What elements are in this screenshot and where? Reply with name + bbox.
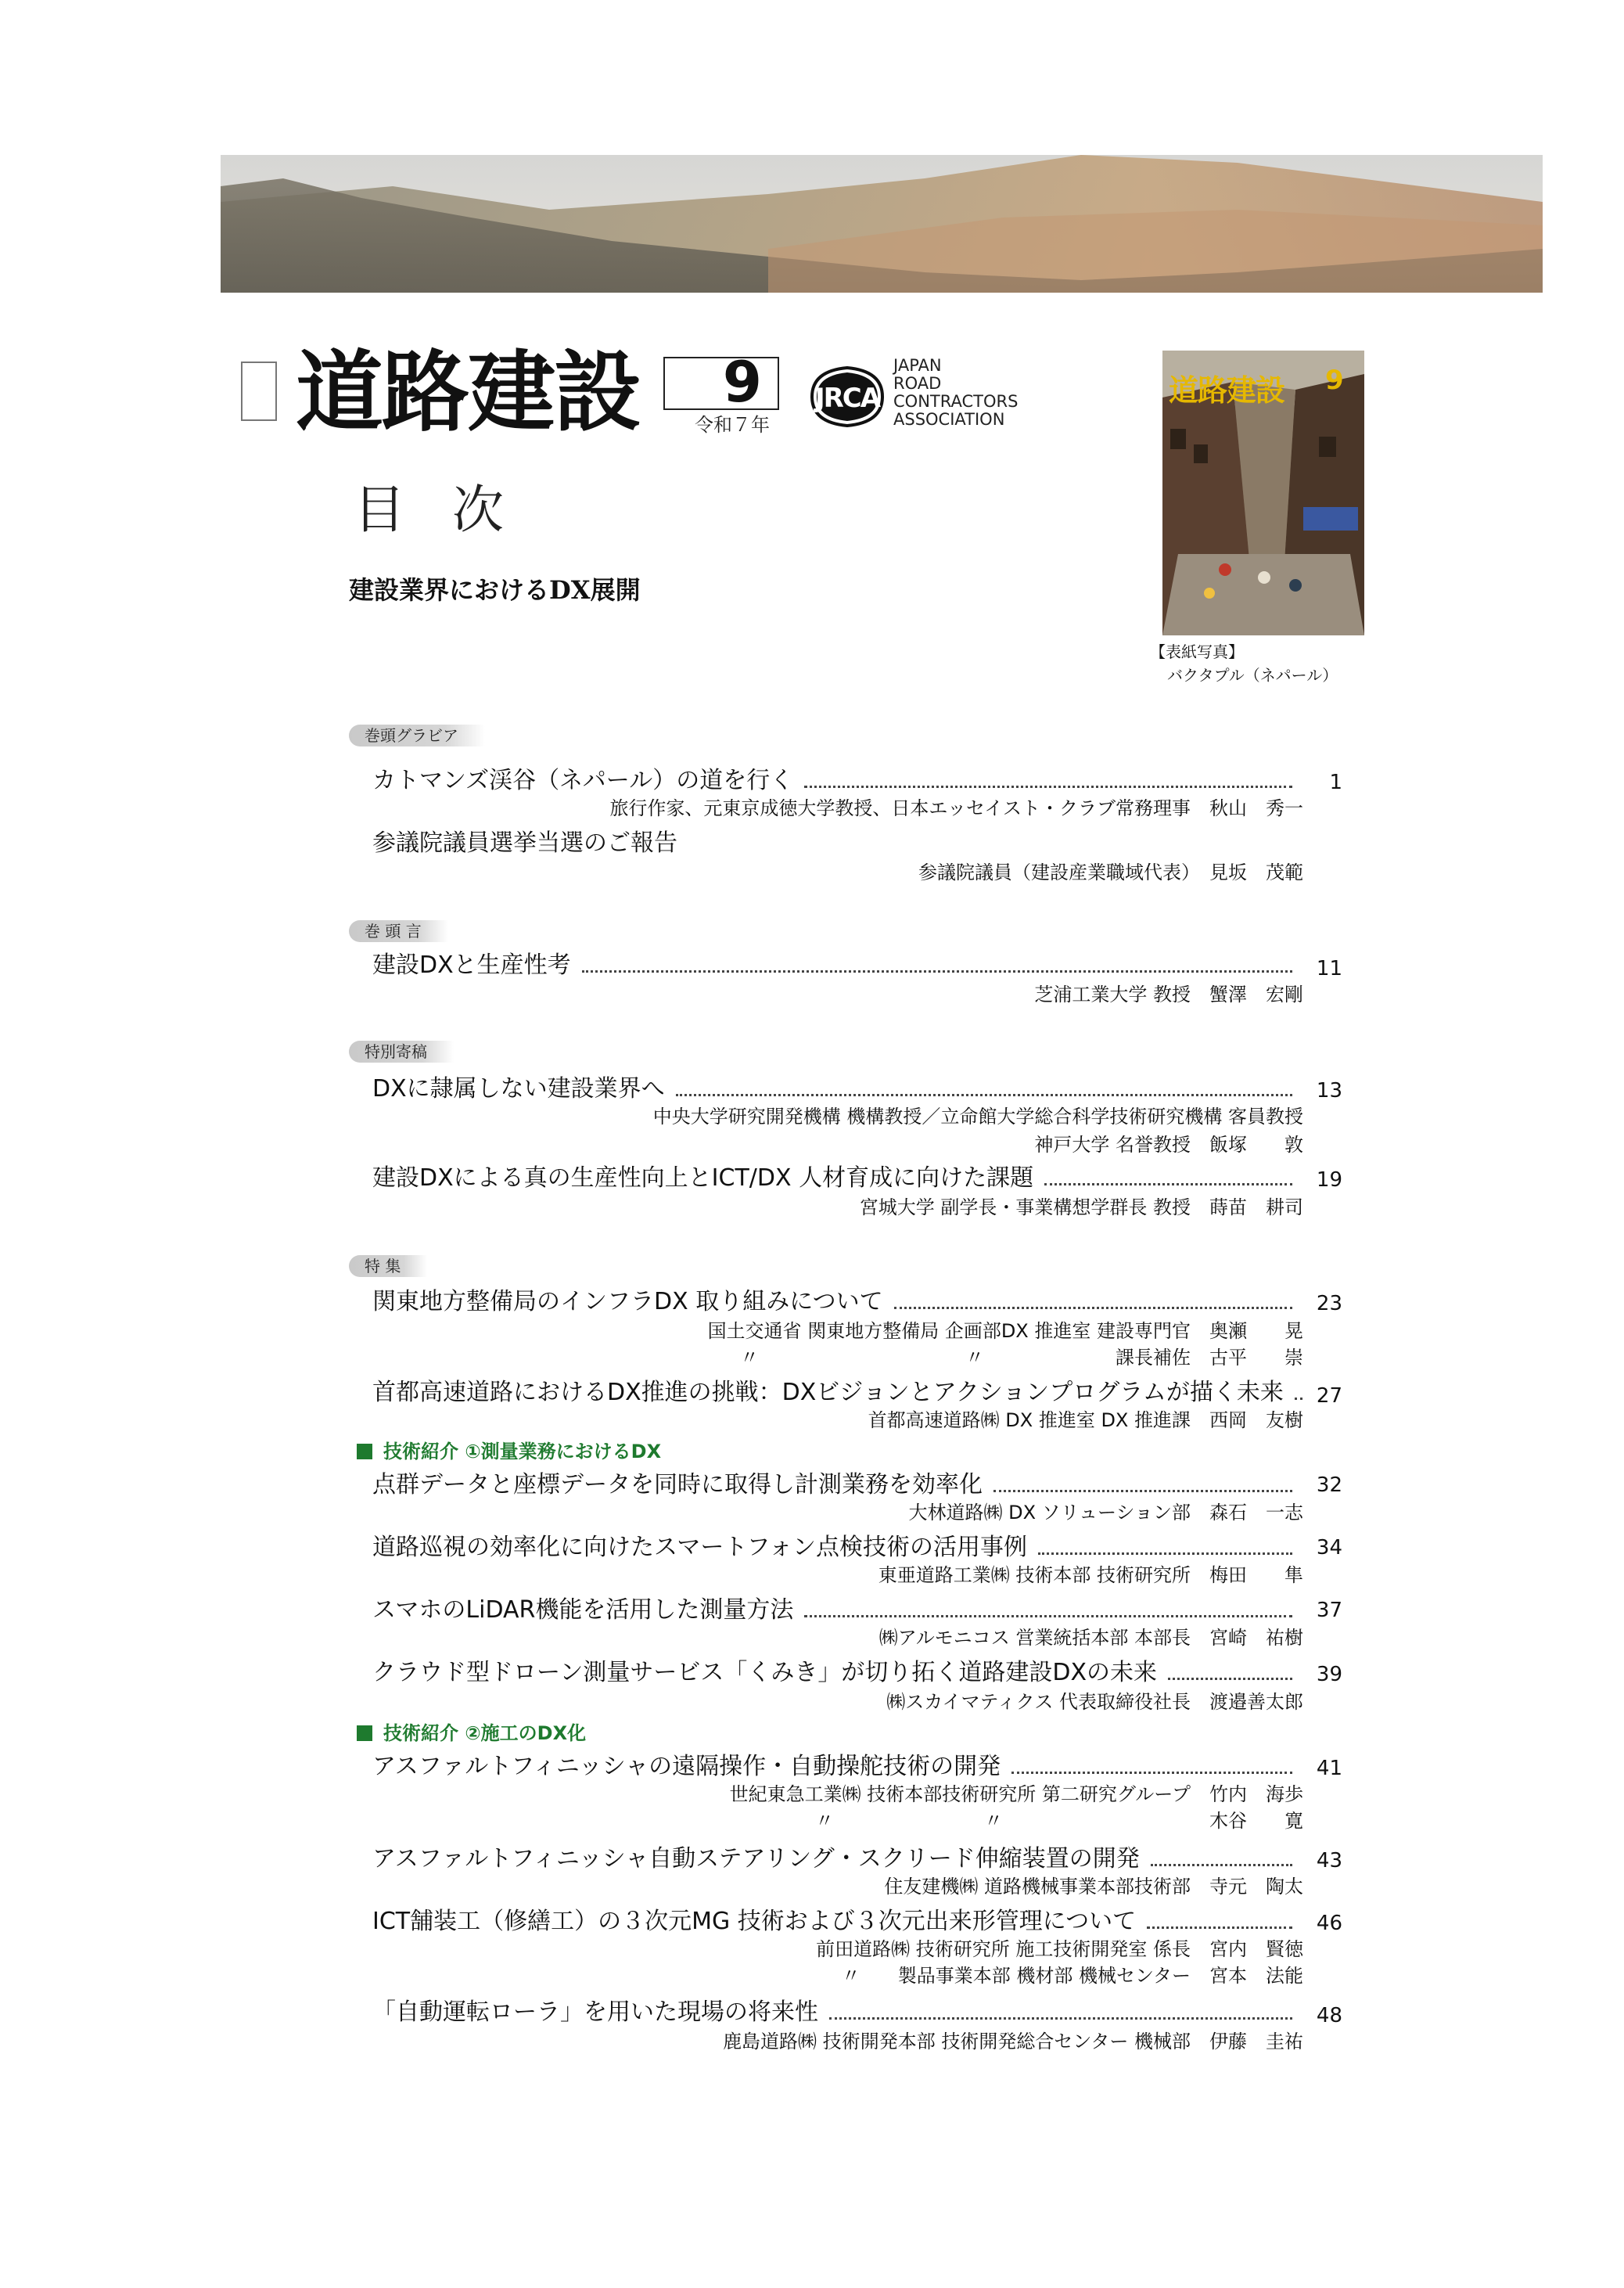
entry-author: 東亜道路工業㈱ 技術本部 技術研究所 梅田 隼 bbox=[878, 1564, 1303, 1586]
entry-title: 道路巡視の効率化に向けたスマートフォン点検技術の活用事例 bbox=[372, 1534, 1027, 1561]
green-square-icon bbox=[357, 1444, 372, 1459]
svg-text:JRCA: JRCA bbox=[814, 383, 880, 414]
entry-author: 旅行作家、元東京成徳大学教授、日本エッセイスト・クラブ常務理事 秋山 秀一 bbox=[609, 797, 1303, 819]
cover-title: 道路建設 bbox=[1169, 372, 1285, 408]
entry-page: 32 bbox=[1316, 1473, 1342, 1497]
entry-author: 〃 製品事業本部 機材部 機械センター 宮本 法能 bbox=[841, 1965, 1303, 1987]
section-label-special: 特別寄稿 bbox=[349, 1041, 454, 1063]
leader-dots bbox=[1038, 1552, 1292, 1555]
section-label-gravure: 巻頭グラビア bbox=[349, 725, 485, 746]
entry-author: 中央大学研究開発機構 機構教授／立命館大学総合科学技術研究機構 客員教授 bbox=[652, 1106, 1303, 1128]
entry-page: 27 bbox=[1316, 1384, 1342, 1408]
leader-dots bbox=[993, 1490, 1292, 1492]
toc-entry[interactable] bbox=[372, 765, 1303, 797]
cover-caption-label: 【表紙写真】 bbox=[1150, 642, 1244, 661]
section-label-feature: 特 集 bbox=[349, 1255, 427, 1277]
green-square-icon bbox=[357, 1725, 372, 1741]
entry-author: ㈱アルモニコス 営業統括本部 本部長 宮崎 祐樹 bbox=[878, 1627, 1303, 1649]
tech2-label: 技術紹介 ②施工のDX化 bbox=[383, 1722, 587, 1744]
entry-page: 46 bbox=[1316, 1912, 1342, 1935]
issue-era-date: 令和７年 bbox=[695, 414, 770, 436]
entry-author: 〃 〃 課長補佐 古平 崇 bbox=[740, 1347, 1303, 1369]
entry-author: 宮城大学 副学長・事業構想学群長 教授 蒔苗 耕司 bbox=[859, 1196, 1303, 1218]
entry-title: 首都高速道路におけるDX推進の挑戦：DXビジョンとアクションプログラムが描く未来 bbox=[372, 1379, 1284, 1406]
entry-title: カトマンズ渓谷（ネパール）の道を行く bbox=[372, 767, 794, 794]
entry-title: クラウド型ドローン測量サービス「くみき」が切り拓く道路建設DXの未来 bbox=[372, 1659, 1158, 1686]
jrca-line: JAPAN bbox=[893, 356, 942, 375]
entry-title: アスファルトフィニッシャの遠隔操作・自動操舵技術の開発 bbox=[372, 1753, 1001, 1780]
toc-entry[interactable] bbox=[372, 1751, 1303, 1783]
entry-title: 関東地方整備局のインフラDX 取り組みについて bbox=[372, 1288, 883, 1315]
toc-entry[interactable] bbox=[372, 1377, 1303, 1408]
leader-dots bbox=[804, 1615, 1292, 1617]
entry-author: 〃 〃 木谷 寛 bbox=[815, 1810, 1303, 1832]
toc-entry[interactable] bbox=[372, 1532, 1303, 1563]
jrca-logo-icon bbox=[809, 363, 886, 430]
tech1-label: 技術紹介 ①測量業務におけるDX bbox=[383, 1441, 662, 1462]
entry-author: 大林道路㈱ DX ソリューション部 森石 一志 bbox=[908, 1502, 1303, 1524]
toc-entry[interactable] bbox=[372, 1286, 1303, 1318]
magazine-title: 道路建設 bbox=[296, 341, 640, 444]
entry-page: 19 bbox=[1316, 1168, 1342, 1192]
toc-entry[interactable] bbox=[372, 1074, 1303, 1105]
jrca-line: ASSOCIATION bbox=[893, 410, 1005, 429]
entry-page: 48 bbox=[1316, 2004, 1342, 2027]
entry-title: 参議院議員選挙当選のご報告 bbox=[372, 829, 677, 857]
leader-dots bbox=[894, 1307, 1292, 1309]
entry-author: 前田道路㈱ 技術研究所 施工技術開発室 係長 宮内 賢徳 bbox=[816, 1938, 1303, 1960]
entry-title: 「自動運転ローラ」を用いた現場の将来性 bbox=[372, 1998, 818, 2026]
entry-page: 11 bbox=[1316, 957, 1342, 980]
section-label-tech2 bbox=[357, 1720, 586, 1747]
entry-title: DXに隷属しない建設業界へ bbox=[372, 1075, 665, 1103]
leader-dots bbox=[676, 1094, 1292, 1096]
toc-entry[interactable] bbox=[372, 1470, 1303, 1501]
toc-entry[interactable] bbox=[372, 950, 1303, 981]
entry-page: 23 bbox=[1316, 1292, 1342, 1315]
jrca-association-name bbox=[893, 357, 1018, 429]
entry-author: 世紀東急工業㈱ 技術本部技術研究所 第二研究グループ 竹内 海歩 bbox=[729, 1783, 1303, 1805]
leader-dots bbox=[1044, 1183, 1292, 1185]
masthead-marker-box bbox=[241, 362, 277, 421]
toc-entry[interactable] bbox=[372, 1906, 1303, 1937]
entry-author: 首都高速道路㈱ DX 推進室 DX 推進課 西岡 友樹 bbox=[868, 1409, 1303, 1431]
leader-dots bbox=[1151, 1864, 1292, 1866]
entry-author: 住友建機㈱ 道路機械事業本部技術部 寺元 陶太 bbox=[884, 1876, 1303, 1898]
entry-author: 芝浦工業大学 教授 蟹澤 宏剛 bbox=[1034, 984, 1303, 1005]
entry-author: 鹿島道路㈱ 技術開発本部 技術開発総合センター 機械部 伊藤 圭祐 bbox=[723, 2031, 1303, 2052]
entry-title: 点群データと座標データを同時に取得し計測業務を効率化 bbox=[372, 1471, 983, 1498]
entry-page: 34 bbox=[1316, 1536, 1342, 1560]
issue-number: 9 bbox=[722, 349, 762, 415]
entry-page: 41 bbox=[1316, 1757, 1342, 1780]
entry-title: 建設DXによる真の生産性向上とICT/DX 人材育成に向けた課題 bbox=[372, 1164, 1034, 1192]
leader-dots bbox=[804, 786, 1292, 788]
leader-dots bbox=[1295, 1398, 1302, 1400]
toc-title: 目次 bbox=[354, 480, 551, 540]
entry-title: ICT舗装工（修繕工）の３次元MG 技術および３次元出来形管理について bbox=[372, 1908, 1137, 1935]
section-label-tech1 bbox=[357, 1438, 661, 1465]
entry-author: 国土交通省 関東地方整備局 企画部DX 推進室 建設専門官 奥瀬 晃 bbox=[707, 1320, 1303, 1342]
toc-entry[interactable] bbox=[372, 1997, 1303, 2028]
entry-page: 37 bbox=[1316, 1599, 1342, 1622]
cover-number: 9 bbox=[1325, 365, 1344, 396]
entry-page: 39 bbox=[1316, 1663, 1342, 1686]
issue-theme: 建設業界におけるDX展開 bbox=[349, 575, 641, 605]
entry-title: スマホのLiDAR機能を活用した測量方法 bbox=[372, 1596, 794, 1624]
cover-caption-place: バクタプル（ネパール） bbox=[1167, 666, 1338, 685]
toc-entry[interactable] bbox=[372, 1163, 1303, 1194]
jrca-line: ROAD bbox=[893, 374, 942, 393]
leader-dots bbox=[1147, 1926, 1292, 1929]
jrca-line: CONTRACTORS bbox=[893, 392, 1019, 411]
entry-page: 13 bbox=[1316, 1079, 1342, 1103]
leader-dots bbox=[829, 2017, 1292, 2020]
entry-title: 建設DXと生産性考 bbox=[372, 952, 571, 979]
leader-dots bbox=[1011, 1772, 1292, 1774]
entry-title: アスファルトフィニッシャ自動ステアリング・スクリード伸縮装置の開発 bbox=[372, 1845, 1140, 1872]
toc-entry[interactable] bbox=[372, 1595, 1303, 1626]
toc-entry[interactable] bbox=[372, 1657, 1303, 1689]
entry-page: 1 bbox=[1329, 771, 1342, 794]
entry-page: 43 bbox=[1316, 1849, 1342, 1872]
entry-author: 神戸大学 名誉教授 飯塚 敦 bbox=[1034, 1134, 1303, 1156]
toc-entry[interactable] bbox=[372, 828, 1303, 859]
section-label-preface: 巻 頭 言 bbox=[349, 920, 448, 942]
leader-dots bbox=[1168, 1678, 1292, 1680]
cover-caption bbox=[1150, 640, 1338, 687]
entry-author: 参議院議員（建設産業職域代表） 見坂 茂範 bbox=[918, 862, 1303, 883]
header-landscape-photo bbox=[221, 155, 1543, 293]
entry-author: ㈱スカイマティクス 代表取締役社長 渡邉善太郎 bbox=[886, 1691, 1303, 1713]
toc-entry[interactable] bbox=[372, 1844, 1303, 1875]
leader-dots bbox=[582, 970, 1292, 973]
